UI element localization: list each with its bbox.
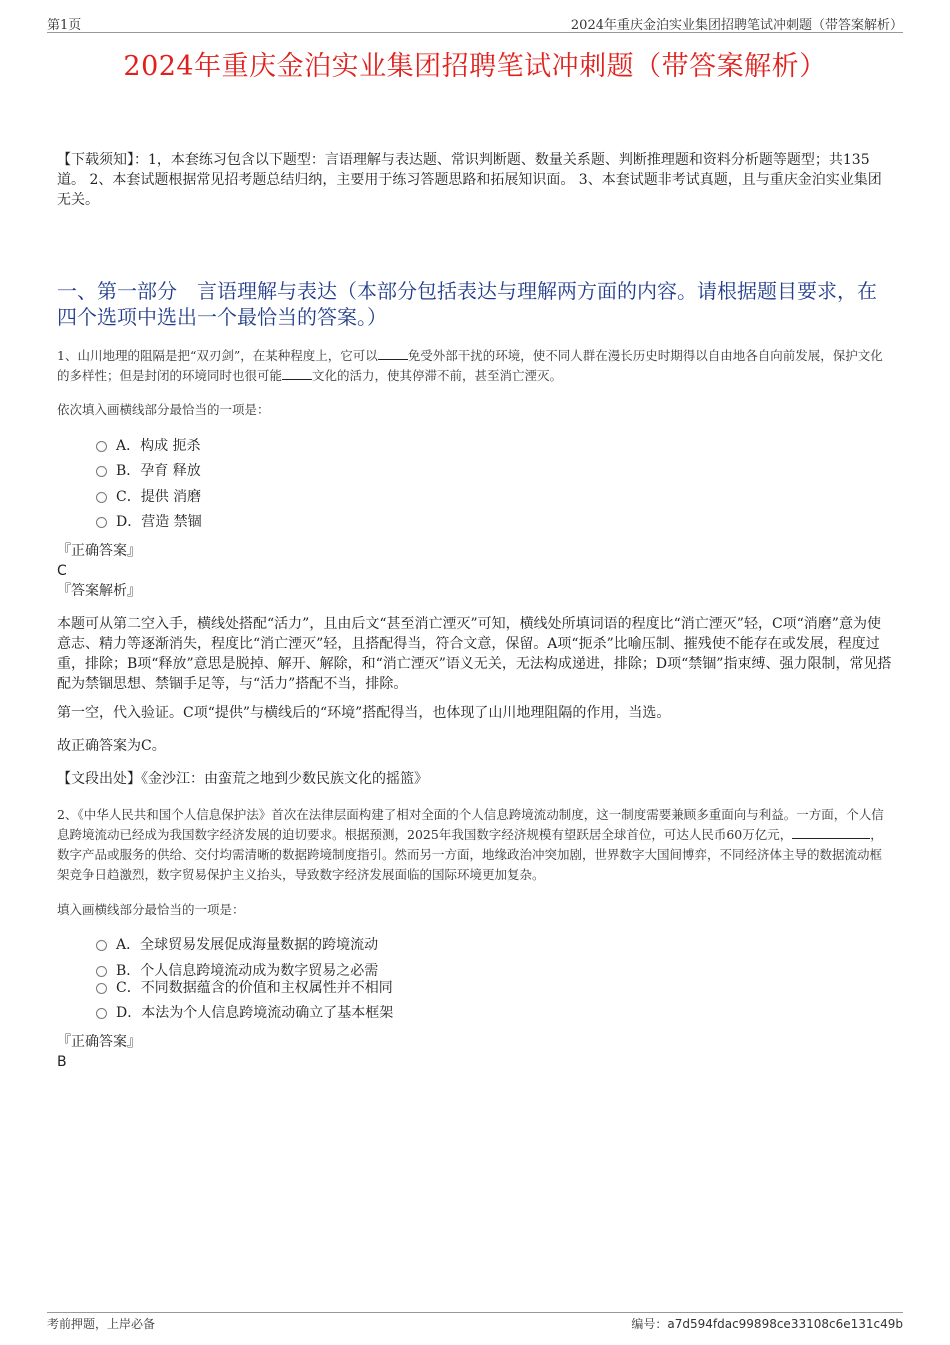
radio-icon[interactable] xyxy=(96,466,107,477)
question-1-stem xyxy=(57,346,893,386)
question-1-option-c[interactable] xyxy=(96,487,201,507)
question-1-analysis-3: 故正确答案为C。 xyxy=(57,738,166,754)
radio-icon[interactable] xyxy=(96,1008,107,1019)
fill-blank-2 xyxy=(282,367,312,380)
page-title: 2024年重庆金泊实业集团招聘笔试冲刺题（带答案解析） xyxy=(123,51,827,82)
question-1-analysis-label: 『答案解析』 xyxy=(57,583,141,599)
question-2-answer: B xyxy=(57,1054,67,1070)
option-label: C．提供 消磨 xyxy=(116,489,202,505)
radio-icon[interactable] xyxy=(96,983,107,994)
option-label: B．孕育 释放 xyxy=(116,463,201,479)
option-label: A．构成 扼杀 xyxy=(116,438,201,454)
option-label: D．本法为个人信息跨境流动确立了基本框架 xyxy=(116,1005,394,1021)
question-1-analysis-2: 第一空，代入验证。C项“提供”与横线后的“环境”搭配得当，也体现了山川地理阻隔的作用，当选。 xyxy=(57,705,671,721)
question-1-option-b[interactable] xyxy=(96,461,201,481)
download-notice: 【下载须知】：1，本套练习包含以下题型：言语理解与表达题、常识判断题、数量关系题、判断推理题和资料分析题等题型；共135道。 2、本套试题根据常见招考题总结归纳，主要用于练习答题思路和拓展知识面。 3、本套试题非考试真题，且与重庆金泊实业集团无关。 xyxy=(57,152,882,208)
option-label: D．营造 禁锢 xyxy=(116,514,202,530)
radio-icon[interactable] xyxy=(96,441,107,452)
question-1-option-d[interactable] xyxy=(96,512,202,532)
question-2-option-d[interactable] xyxy=(96,1003,393,1023)
question-2-option-c[interactable] xyxy=(96,978,393,998)
fill-blank-3 xyxy=(792,826,870,839)
option-label: A．全球贸易发展促成海量数据的跨境流动 xyxy=(116,937,379,953)
question-2-stem-part-a: 2、《中华人民共和国个人信息保护法》首次在法律层面构建了相对全面的个人信息跨境流动制度，这一制度需要兼顾多重面向与利益。一方面，个人信息跨境流动已经成为我国数字经济发展的迫切要求。根据预测，2025年我国数字经济规模有望跃居全球首位，可达人民币60万亿元， xyxy=(57,807,884,842)
radio-icon[interactable] xyxy=(96,940,107,951)
option-label: C．不同数据蕴含的价值和主权属性并不相同 xyxy=(116,980,393,996)
question-2-option-a[interactable] xyxy=(96,935,378,955)
question-1-source: 【文段出处】《金沙江：由蛮荒之地到少数民族文化的摇篮》 xyxy=(57,771,428,787)
footer-code-value: a7d594fdac99898ce33108c6e131c49b xyxy=(667,1317,903,1331)
question-1-stem-part-c: 文化的活力，使其停滞不前，甚至消亡湮灭。 xyxy=(312,368,563,383)
footer-divider xyxy=(47,1312,903,1313)
footer-slogan: 考前押题，上岸必备 xyxy=(47,1317,156,1331)
header-divider xyxy=(47,32,903,33)
radio-icon[interactable] xyxy=(96,492,107,503)
option-label: B．个人信息跨境流动成为数字贸易之必需 xyxy=(116,963,379,979)
question-2-answer-label: 『正确答案』 xyxy=(57,1034,141,1050)
fill-blank-1 xyxy=(378,347,408,360)
question-1-option-a[interactable] xyxy=(96,436,201,456)
question-1-analysis-1: 本题可从第二空入手，横线处搭配“活力”，且由后文“甚至消亡湮灭”可知，横线处所填词语的程度比“消亡湮灭”轻，C项“消磨”意为使意志、精力等逐渐消失，程度比“消亡湮灭”轻，且搭配得当，符合文意，保留。A项“扼杀”比喻压制、摧残使不能存在或发展，程度过重，排除；B项“释放”意思是脱掉、解开、解除，和“消亡湮灭”语义无关，无法构成递进，排除；D项“禁锢”指束缚、强力限制，常见搭配为禁锢思想、禁锢手足等，与“活力”搭配不当，排除。 xyxy=(57,616,892,692)
radio-icon[interactable] xyxy=(96,966,107,977)
question-1-prompt: 依次填入画横线部分最恰当的一项是： xyxy=(57,402,270,417)
question-2-stem-part-b: ，数字产品或服务的供给、交付均需清晰的数据跨境制度指引。然而另一方面，地缘政治冲突加剧，世界数字大国间博弈，不同经济体主导的数据流动框架竞争日趋激烈，数字贸易保护主义抬头，导致数字经济发展面临的国际环境更加复杂。 xyxy=(57,827,883,882)
question-1-answer-label: 『正确答案』 xyxy=(57,543,141,559)
radio-icon[interactable] xyxy=(96,517,107,528)
footer-code xyxy=(631,1315,903,1332)
question-1-stem-part-a: 1、山川地理的阻隔是把“双刃剑”，在某种程度上，它可以 xyxy=(57,348,378,363)
question-2-prompt: 填入画横线部分最恰当的一项是： xyxy=(57,902,245,917)
question-2-stem xyxy=(57,805,893,885)
footer-code-label: 编号： xyxy=(631,1317,668,1331)
header-page-number: 第1页 xyxy=(47,18,82,33)
section-heading: 一、第一部分 言语理解与表达（本部分包括表达与理解两方面的内容。请根据题目要求，在四个选项中选出一个最恰当的答案。） xyxy=(57,279,877,329)
header-doc-title: 2024年重庆金泊实业集团招聘笔试冲刺题（带答案解析） xyxy=(570,18,903,33)
question-1-answer: C xyxy=(57,563,67,579)
question-1-stem-part-b: 免受外部干扰的环境，使不同人群在漫长历史时期得以自由地各自向前发展，保护文化的多样性；但是封闭的环境同时也很可能 xyxy=(57,348,883,383)
